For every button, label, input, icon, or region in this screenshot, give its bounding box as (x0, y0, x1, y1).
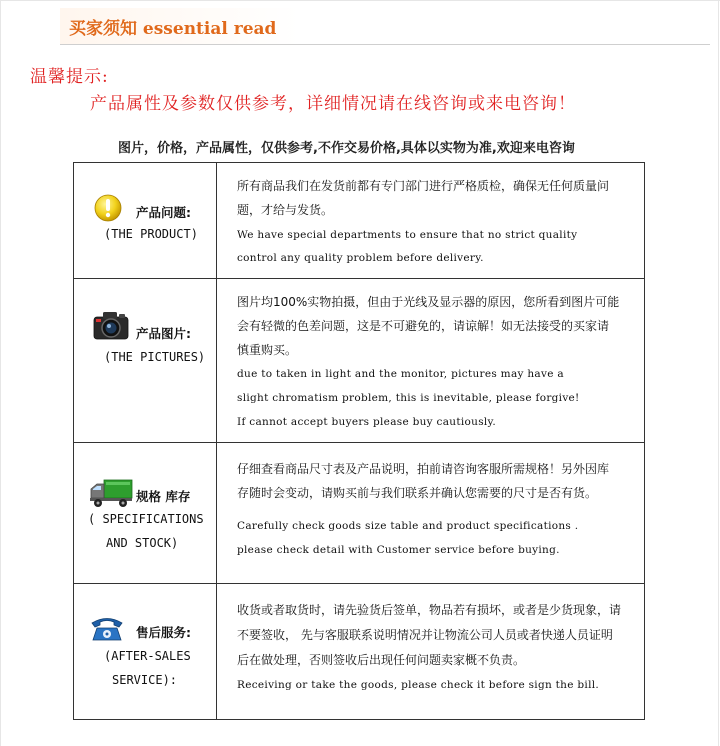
section-header (60, 8, 710, 45)
description-zh-line: 仔细查看商品尺寸表及产品说明，拍前请咨询客服所需规格！另外因库 (237, 462, 610, 476)
category-english: (AFTER-SALES (104, 649, 191, 663)
table-row-after-sales (74, 584, 644, 719)
description-zh-line: 不要签收， 先与客服联系说明情况并让物流公司人员或者快递人员证明 (237, 628, 613, 642)
table-row-pictures (74, 279, 644, 443)
category-english: AND STOCK) (106, 536, 179, 550)
description-en-line: We have special departments to ensure that no strict quality (237, 229, 578, 241)
info-table (73, 162, 645, 720)
description-zh-line: 会有轻微的色差问题，这是不可避免的，请谅解！如无法接受的买家请 (237, 319, 610, 333)
row-description-cell (217, 584, 644, 719)
category-english: (THE PICTURES) (104, 350, 206, 364)
truck-icon (88, 477, 134, 513)
exclamation-icon (94, 194, 122, 226)
header-title: 买家须知 essential read (69, 19, 277, 39)
camera-icon (92, 309, 130, 345)
description-zh-line: 图片均100%实物拍摄，但由于光线及显示器的原因，您所看到图片可能 (237, 295, 620, 309)
description-zh-line: 所有商品我们在发货前都有专门部门进行严格质检，确保无任何质量问 (237, 179, 610, 193)
description-en-line: slight chromatism problem, this is inevitable, please forgive! (237, 392, 580, 404)
telephone-icon (90, 614, 124, 646)
row-category-cell (74, 443, 217, 583)
table-row-specifications (74, 443, 644, 584)
description-en-line: Receiving or take the goods, please check it before sign the bill. (237, 679, 600, 691)
category-label: 规格 库存 (136, 489, 191, 504)
row-category-cell (74, 163, 217, 278)
description-zh-line: 题，才给与发货。 (237, 203, 334, 217)
category-label: 产品问题: (136, 205, 191, 220)
description-zh-line: 慎重购买。 (237, 343, 298, 357)
table-row-product (74, 163, 644, 279)
description-en-line: control any quality problem before delivery. (237, 252, 484, 264)
row-description-cell (217, 163, 644, 278)
description-en-line: Carefully check goods size table and product specifications . (237, 520, 579, 532)
right-border (718, 0, 719, 746)
notice-title: 温馨提示: (30, 67, 109, 87)
description-en-line: If cannot accept buyers please buy cautiously. (237, 416, 497, 428)
description-zh-line: 后在做处理，否则签收后出现任何问题卖家概不负责。 (237, 653, 526, 667)
category-english: SERVICE): (112, 673, 178, 687)
category-english: (THE PRODUCT) (104, 227, 198, 241)
row-description-cell (217, 279, 644, 442)
category-english: ( SPECIFICATIONS (88, 512, 204, 526)
description-zh-line: 存随时会变动，请购买前与我们联系并确认您需要的尺寸是否有货。 (237, 486, 598, 500)
category-label: 产品图片: (136, 326, 191, 341)
top-border (0, 0, 720, 1)
description-zh-line: 收货或者取货时，请先验货后签单，物品若有损坏，或者是少货现象，请 (237, 603, 622, 617)
category-label: 售后服务: (136, 625, 191, 640)
description-en-line: due to taken in light and the monitor, pictures may have a (237, 368, 564, 380)
notice-body: 产品属性及参数仅供参考，详细情况请在线咨询或来电咨询！ (90, 94, 576, 114)
row-category-cell (74, 279, 217, 442)
row-category-cell (74, 584, 217, 719)
disclaimer-text: 图片，价格，产品属性，仅供参考,不作交易价格,具体以实物为准,欢迎来电咨询 (118, 141, 575, 156)
description-en-line: please check detail with Customer service before buying. (237, 544, 560, 556)
left-border (0, 0, 1, 746)
row-description-cell (217, 443, 644, 583)
